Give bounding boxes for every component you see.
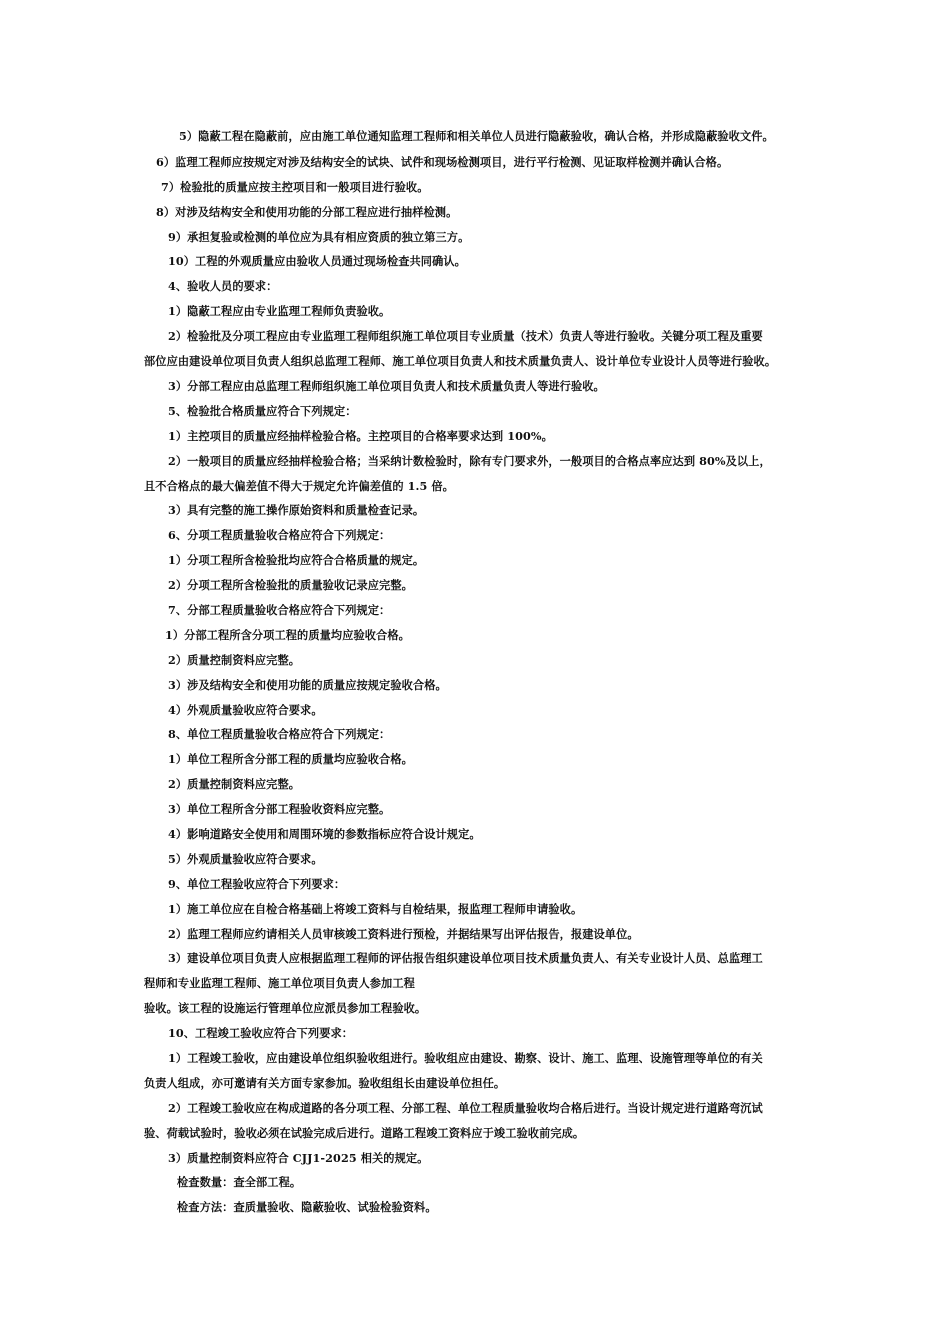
section-heading: 4、验收人员的要求： [168, 279, 278, 293]
text-line: 且不合格点的最大偏差值不得大于规定允许偏差值的 1.5 倍。 [144, 479, 454, 493]
text-line: 1）主控项目的质量应经抽样检验合格。主控项目的合格率要求达到 100%。 [168, 429, 553, 443]
text-line: 5）隐蔽工程在隐蔽前，应由施工单位通知监理工程师和相关单位人员进行隐蔽验收，确认合格，并形成隐蔽验收文件。 [179, 129, 774, 143]
text-line: 1）隐蔽工程应由专业监理工程师负责验收。 [168, 304, 391, 318]
text-line: 1）分项工程所含检验批均应符合合格质量的规定。 [168, 553, 425, 567]
text-line: 4）影响道路安全使用和周围环境的参数指标应符合设计规定。 [168, 827, 481, 841]
text-line: 3）建设单位项目负责人应根据监理工程师的评估报告组织建设单位项目技术质量负责人、有关专业设计人员、总监理工 [168, 951, 763, 965]
text-line: 1）分部工程所含分项工程的质量均应验收合格。 [165, 628, 410, 642]
text-line: 7）检验批的质量应按主控项目和一般项目进行验收。 [161, 180, 429, 194]
text-line: 6）监理工程师应按规定对涉及结构安全的试块、试件和现场检测项目，进行平行检测、见证取样检测并确认合格。 [156, 155, 729, 169]
text-line: 3）质量控制资料应符合 CJJ1-2025 相关的规定。 [168, 1151, 429, 1165]
text-line: 1）施工单位应在自检合格基础上将竣工资料与自检结果，报监理工程师申请验收。 [168, 902, 583, 916]
text-line: 2）质量控制资料应完整。 [168, 777, 301, 791]
text-line: 8）对涉及结构安全和使用功能的分部工程应进行抽样检测。 [156, 205, 458, 219]
section-heading: 9、单位工程验收应符合下列要求： [168, 877, 346, 891]
section-heading: 10、工程竣工验收应符合下列要求： [168, 1026, 354, 1040]
text-line: 5）外观质量验收应符合要求。 [168, 852, 323, 866]
text-line: 10）工程的外观质量应由验收人员通过现场检查共同确认。 [168, 254, 466, 268]
text-line: 1）工程竣工验收，应由建设单位组织验收组进行。验收组应由建设、勘察、设计、施工、监理、设施管理等单位的有关 [168, 1051, 763, 1065]
section-heading: 8、单位工程质量验收合格应符合下列规定： [168, 727, 391, 741]
text-line: 2）质量控制资料应完整。 [168, 653, 301, 667]
text-line: 检查数量：查全部工程。 [177, 1175, 302, 1189]
section-heading: 6、分项工程质量验收合格应符合下列规定： [168, 528, 391, 542]
text-line: 验收。该工程的设施运行管理单位应派员参加工程验收。 [144, 1001, 427, 1015]
text-line: 9）承担复验或检测的单位应为具有相应资质的独立第三方。 [168, 230, 470, 244]
text-line: 4）外观质量验收应符合要求。 [168, 703, 323, 717]
text-line: 3）具有完整的施工操作原始资料和质量检查记录。 [168, 503, 425, 517]
text-line: 2）检验批及分项工程应由专业监理工程师组织施工单位项目专业质量（技术）负责人等进行验收。关键分项工程及重要 [168, 329, 763, 343]
section-heading: 7、分部工程质量验收合格应符合下列规定： [168, 603, 391, 617]
text-line: 2）工程竣工验收应在构成道路的各分项工程、分部工程、单位工程质量验收均合格后进行。当设计规定进行道路弯沉试 [168, 1101, 763, 1115]
text-line: 负责人组成，亦可邀请有关方面专家参加。验收组组长由建设单位担任。 [144, 1076, 506, 1090]
text-line: 3）涉及结构安全和使用功能的质量应按规定验收合格。 [168, 678, 447, 692]
text-line: 3）单位工程所含分部工程验收资料应完整。 [168, 802, 391, 816]
text-line: 部位应由建设单位项目负责人组织总监理工程师、施工单位项目负责人和技术质量负责人、设计单位专业设计人员等进行验收。 [144, 354, 777, 368]
text-line: 2）分项工程所含检验批的质量验收记录应完整。 [168, 578, 413, 592]
section-heading: 5、检验批合格质量应符合下列规定： [168, 404, 357, 418]
text-line: 1）单位工程所含分部工程的质量均应验收合格。 [168, 752, 413, 766]
text-line: 验、荷载试验时，验收必须在试验完成后进行。道路工程竣工资料应于竣工验收前完成。 [144, 1126, 585, 1140]
text-line: 2）一般项目的质量应经抽样检验合格；当采纳计数检验时，除有专门要求外，一般项目的合格点率应达到 80%及以上， [168, 454, 771, 468]
text-line: 3）分部工程应由总监理工程师组织施工单位项目负责人和技术质量负责人等进行验收。 [168, 379, 605, 393]
text-line: 2）监理工程师应约请相关人员审核竣工资料进行预检，并据结果写出评估报告，报建设单位。 [168, 927, 639, 941]
text-line: 程师和专业监理工程师、施工单位项目负责人参加工程 [144, 976, 415, 990]
text-line: 检查方法：查质量验收、隐蔽验收、试验检验资料。 [177, 1200, 437, 1214]
